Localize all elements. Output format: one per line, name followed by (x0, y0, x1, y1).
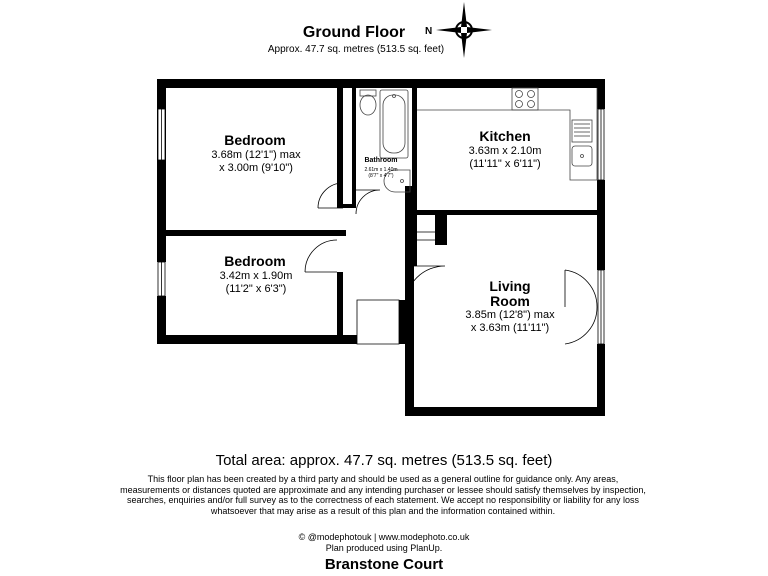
planup-credit: Plan produced using PlanUp. (325, 543, 443, 553)
living-room-name-line1: Living (489, 278, 531, 294)
total-area: Total area: approx. 47.7 sq. metres (513.5 sq. feet) (215, 452, 553, 469)
bathroom-name: Bathroom (364, 157, 398, 164)
kitchen-dims-line2: (11'11" x 6'11") (469, 158, 541, 170)
bedroom-2-dims-line1: 3.42m x 1.90m (219, 270, 293, 282)
compass-north-label: N (425, 26, 433, 37)
compass-icon (425, 2, 492, 58)
bedroom-1-name: Bedroom (224, 132, 286, 148)
bedroom-1-dims-line1: 3.68m (12'1") max (211, 149, 301, 161)
floor-area: Approx. 47.7 sq. metres (513.5 sq. feet) (267, 44, 445, 55)
kitchen-name: Kitchen (479, 128, 531, 144)
bathroom-dims-line2: (8'7" x 4'7") (368, 173, 394, 179)
living-room-name-line2: Room (490, 293, 530, 309)
bedroom-1-dims-line2: x 3.00m (9'10") (219, 162, 293, 174)
building-name: Branstone Court (324, 556, 444, 573)
kitchen-dims-line1: 3.63m x 2.10m (468, 145, 542, 157)
bedroom-2-dims-line2: (11'2" x 6'3") (225, 283, 287, 295)
floor-title: Ground Floor (302, 24, 406, 41)
credit-line: © @modephotouk | www.modephoto.co.uk (298, 532, 470, 542)
living-room-dims-line1: 3.85m (12'8") max (465, 309, 555, 321)
living-room-dims-line2: x 3.63m (11'11") (470, 322, 550, 334)
bedroom-2-name: Bedroom (224, 253, 286, 269)
disclaimer-text: This floor plan has been created by a third party and should be used as a general outline for guidance only. Any areas, measurements or distances quoted are approximate and any intending purchaser or lessee should satisfy themselves by inspection, searches, enquiries and/or full survey as to the correctness of each statement. We accept no responsibility or liability for any loss whatsoever that may arise as a result of this plan and the information contained within. (120, 474, 646, 516)
bathroom-dims-line1: 2.61m x 1.40m (364, 167, 398, 173)
